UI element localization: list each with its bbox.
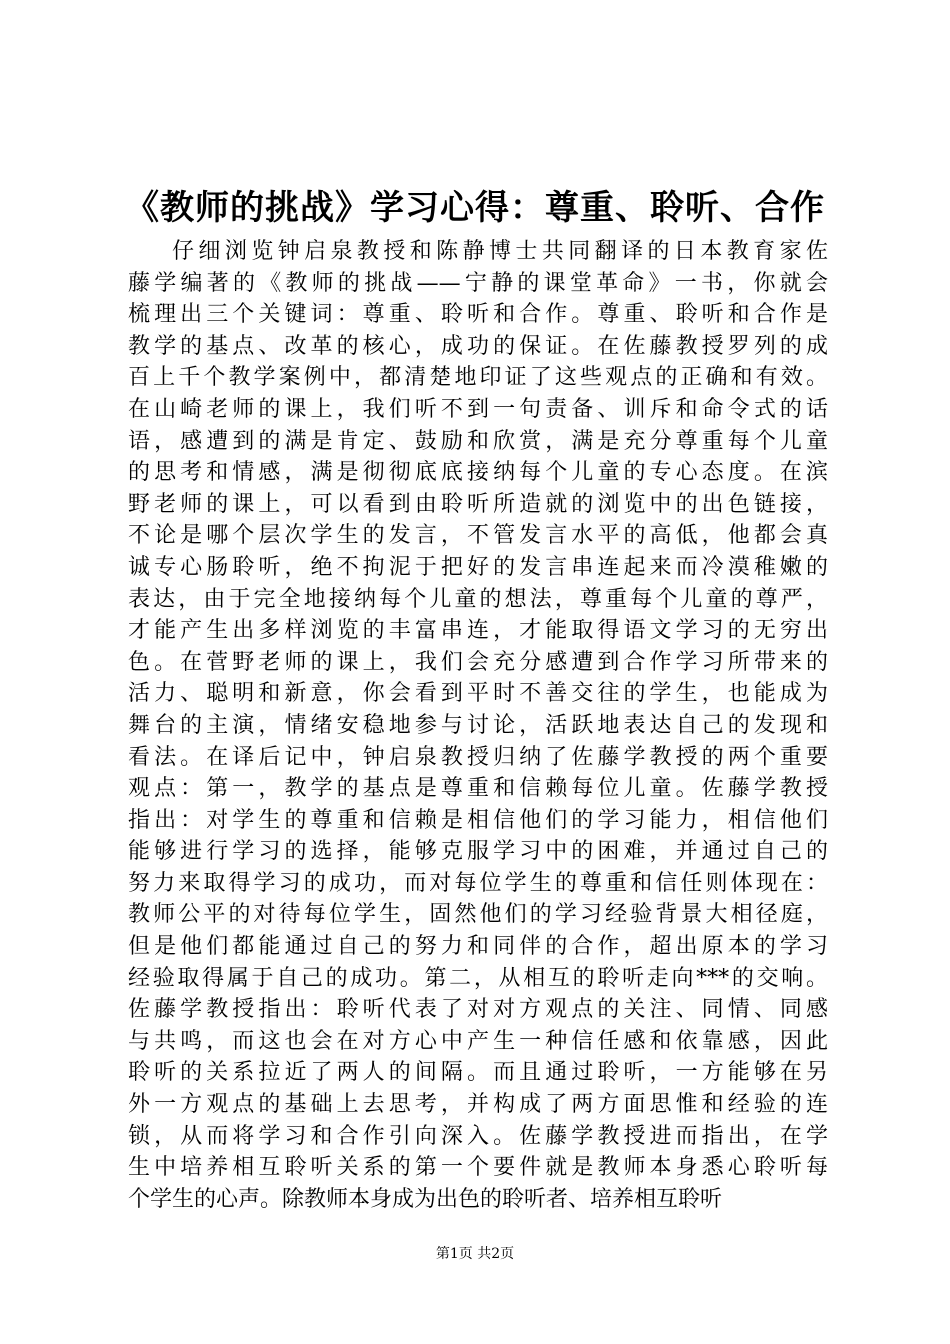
paragraph-line: 教学的基点、改革的核心，成功的保证。在佐藤教授罗列的成 xyxy=(128,333,828,359)
paragraph-line: 个学生的心声。除教师本身成为出色的聆听者、培养相互聆听 xyxy=(128,1186,723,1212)
page-number-footer: 第1页 共2页 xyxy=(435,1246,515,1262)
paragraph-line: 藤学编著的《教师的挑战——宁静的课堂革命》一书，你就会 xyxy=(128,270,828,296)
paragraph-line: 与共鸣，而这也会在对方心中产生一种信任感和依靠感，因此 xyxy=(128,1028,828,1054)
paragraph-line: 教师公平的对待每位学生，固然他们的学习经验背景大相径庭， xyxy=(128,902,828,928)
paragraph-line: 色。在菅野老师的课上，我们会充分感遭到合作学习所带来的 xyxy=(128,649,828,675)
paragraph-line: 看法。在译后记中，钟启泉教授归纳了佐藤学教授的两个重要 xyxy=(128,744,828,770)
paragraph-line: 佐藤学教授指出：聆听代表了对对方观点的关注、同情、同感 xyxy=(128,997,828,1023)
paragraph-line: 舞台的主演，情绪安稳地参与讨论，活跃地表达自己的发现和 xyxy=(128,712,828,738)
paragraph-line: 生中培养相互聆听关系的第一个要件就是教师本身悉心聆听每 xyxy=(128,1155,828,1181)
paragraph-line: 不论是哪个层次学生的发言，不管发言水平的高低，他都会真 xyxy=(128,523,828,549)
body-paragraph xyxy=(128,236,828,1215)
paragraph-line: 梳理出三个关键词：尊重、聆听和合作。尊重、聆听和合作是 xyxy=(128,302,828,328)
paragraph-line: 外一方观点的基础上去思考，并构成了两方面思惟和经验的连 xyxy=(128,1092,828,1118)
paragraph-line: 锁，从而将学习和合作引向深入。佐藤学教授进而指出，在学 xyxy=(128,1123,828,1149)
paragraph-line: 但是他们都能通过自己的努力和同伴的合作，超出原本的学习 xyxy=(128,934,828,960)
paragraph-line: 活力、聪明和新意，你会看到平时不善交往的学生，也能成为 xyxy=(128,681,828,707)
paragraph-line: 指出：对学生的尊重和信赖是相信他们的学习能力，相信他们 xyxy=(128,807,828,833)
paragraph-line: 的思考和情感，满是彻彻底底接纳每个儿童的专心态度。在滨 xyxy=(128,460,828,486)
paragraph-line: 能够进行学习的选择，能够克服学习中的困难，并通过自己的 xyxy=(128,839,828,865)
paragraph-line: 语，感遭到的满是肯定、鼓励和欣赏，满是充分尊重每个儿童 xyxy=(128,428,828,454)
paragraph-line: 诚专心肠聆听，绝不拘泥于把好的发言串连起来而冷漠稚嫩的 xyxy=(128,554,828,580)
paragraph-line: 表达，由于完全地接纳每个儿童的想法，尊重每个儿童的尊严， xyxy=(128,586,828,612)
paragraph-line: 聆听的关系拉近了两人的间隔。而且通过聆听，一方能够在另 xyxy=(128,1060,828,1086)
paragraph-line: 努力来取得学习的成功，而对每位学生的尊重和信任则体现在： xyxy=(128,870,828,896)
paragraph-line: 野老师的课上，可以看到由聆听所造就的浏览中的出色链接， xyxy=(128,491,828,517)
paragraph-line: 百上千个教学案例中，都清楚地印证了这些观点的正确和有效。 xyxy=(128,365,828,391)
paragraph-line: 经验取得属于自己的成功。第二，从相互的聆听走向***的交响。 xyxy=(128,965,828,991)
paragraph-line: 仔细浏览钟启泉教授和陈静博士共同翻译的日本教育家佐 xyxy=(172,239,828,264)
paragraph-line: 才能产生出多样浏览的丰富串连，才能取得语文学习的无穷出 xyxy=(128,618,828,644)
paragraph-line: 在山崎老师的课上，我们听不到一句责备、训斥和命令式的话 xyxy=(128,396,828,422)
paragraph-line: 观点：第一，教学的基点是尊重和信赖每位儿童。佐藤学教授 xyxy=(128,776,828,802)
document-title: 《教师的挑战》学习心得：尊重、聆听、合作 xyxy=(125,188,825,228)
